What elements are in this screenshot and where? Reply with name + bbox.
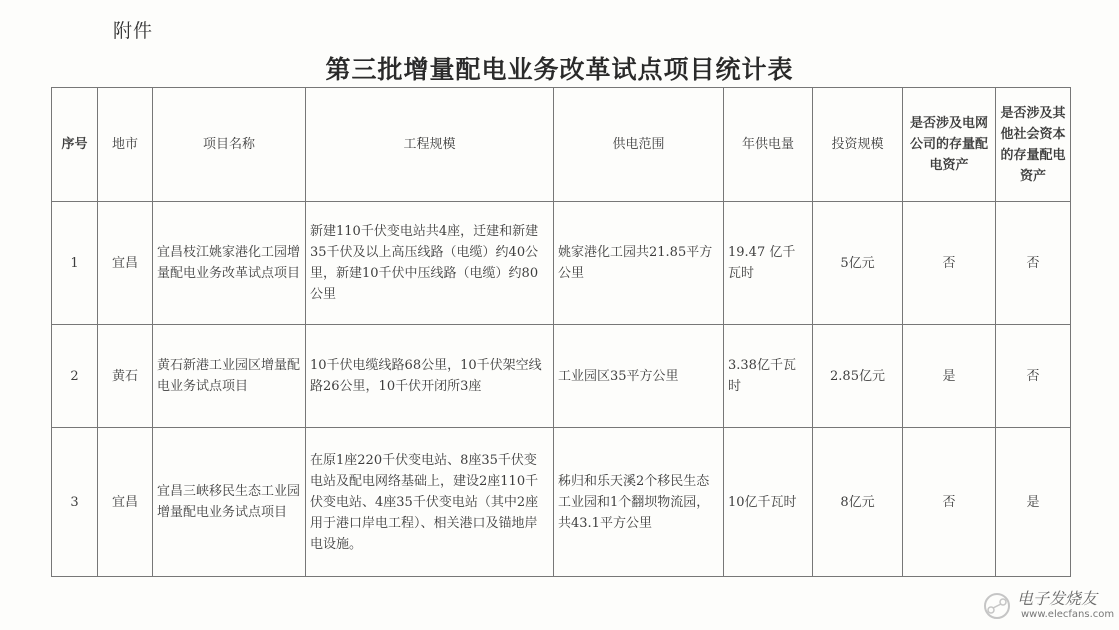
cell-other-capital-assets: 否 (996, 325, 1071, 428)
cell-supply-area: 秭归和乐天溪2个移民生态工业园和1个翻坝物流园，共43.1平方公里 (554, 428, 724, 577)
table-row (52, 428, 1071, 577)
project-statistics-table (51, 87, 1071, 577)
header-grid-assets: 是否涉及电网公司的存量配电资产 (903, 88, 996, 202)
document-title: 第三批增量配电业务改革试点项目统计表 (325, 55, 794, 84)
cell-no: 2 (52, 325, 98, 428)
cell-grid-assets: 否 (903, 428, 996, 577)
cell-other-capital-assets: 否 (996, 202, 1071, 325)
cell-grid-assets: 是 (903, 325, 996, 428)
cell-annual-supply: 10亿千瓦时 (724, 428, 813, 577)
cell-annual-supply: 3.38亿千瓦时 (724, 325, 813, 428)
cell-scale: 在原1座220千伏变电站、8座35千伏变电站及配电网络基础上，建设2座110千伏变电站、4座35千伏变电站（其中2座用于港口岸电工程）、相关港口及锚地岸电设施。 (306, 428, 554, 577)
cell-no: 3 (52, 428, 98, 577)
cell-grid-assets: 否 (903, 202, 996, 325)
cell-investment: 2.85亿元 (813, 325, 903, 428)
cell-project-name: 黄石新港工业园区增量配电业务试点项目 (153, 325, 306, 428)
cell-annual-supply: 19.47 亿千瓦时 (724, 202, 813, 325)
cell-supply-area: 工业园区35平方公里 (554, 325, 724, 428)
cell-city: 黄石 (98, 325, 153, 428)
table-row (52, 325, 1071, 428)
cell-scale: 10千伏电缆线路68公里，10千伏架空线路26公里，10千伏开闭所3座 (306, 325, 554, 428)
header-no: 序号 (52, 88, 98, 202)
cell-city: 宜昌 (98, 202, 153, 325)
cell-investment: 5亿元 (813, 202, 903, 325)
cell-investment: 8亿元 (813, 428, 903, 577)
header-other-capital-assets: 是否涉及其他社会资本的存量配电资产 (996, 88, 1071, 202)
table-header-row (52, 88, 1071, 202)
cell-other-capital-assets: 是 (996, 428, 1071, 577)
header-annual-supply: 年供电量 (724, 88, 813, 202)
cell-project-name: 宜昌三峡移民生态工业园增量配电业务试点项目 (153, 428, 306, 577)
table-row (52, 202, 1071, 325)
header-supply-area: 供电范围 (554, 88, 724, 202)
header-city: 地市 (98, 88, 153, 202)
cell-no: 1 (52, 202, 98, 325)
header-scale: 工程规模 (306, 88, 554, 202)
cell-city: 宜昌 (98, 428, 153, 577)
cell-project-name: 宜昌枝江姚家港化工园增量配电业务改革试点项目 (153, 202, 306, 325)
watermark-url: www.elecfans.com (1021, 609, 1115, 620)
cell-scale: 新建110千伏变电站共4座，迁建和新建35千伏及以上高压线路（电缆）约40公里，新建10千伏中压线路（电缆）约80公里 (306, 202, 554, 325)
watermark-brand: 电子发烧友 (1017, 589, 1098, 608)
annex-label: 附件 (113, 20, 154, 42)
header-project-name: 项目名称 (153, 88, 306, 202)
cell-supply-area: 姚家港化工园共21.85平方公里 (554, 202, 724, 325)
header-investment: 投资规模 (813, 88, 903, 202)
